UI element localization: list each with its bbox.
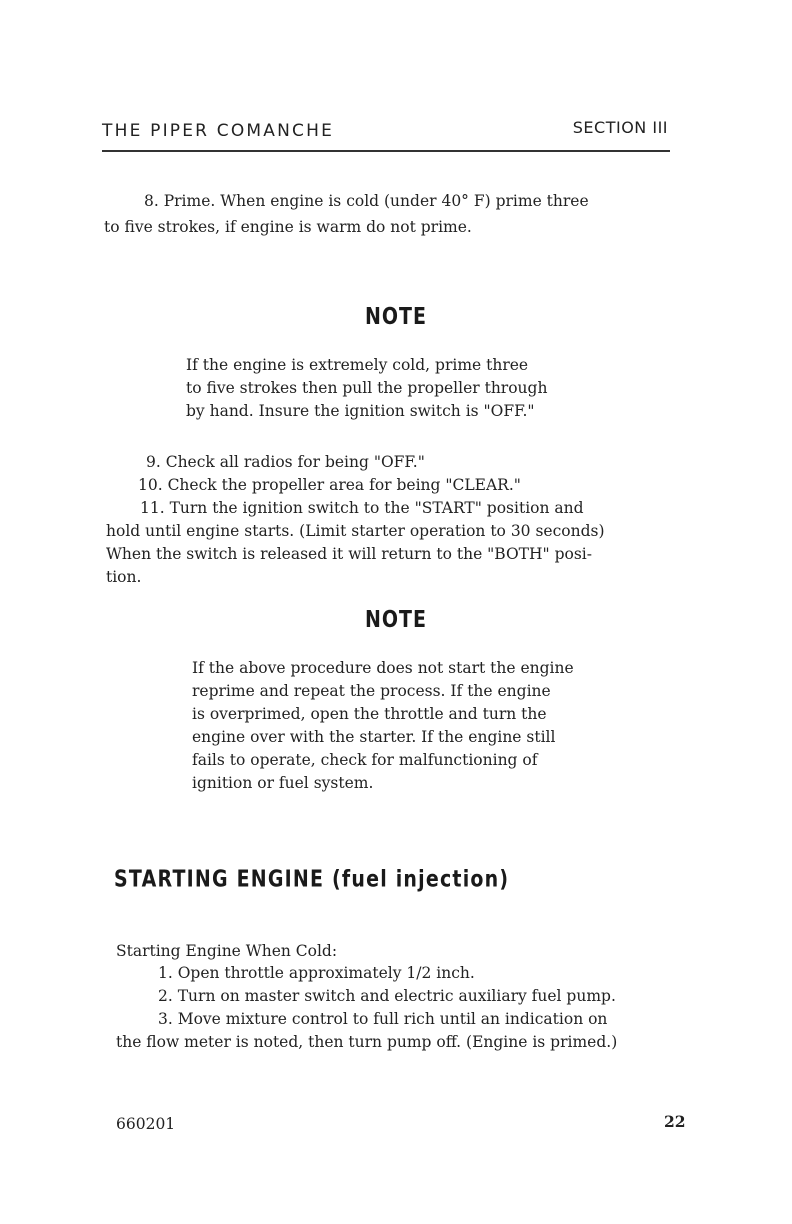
section-step-2: 2. Turn on master switch and electric auxiliary fuel pump. [158,987,616,1005]
manual-title: THE PIPER COMANCHE [102,121,335,141]
section-step-3-line-2: the flow meter is noted, then turn pump off. (Engine is primed.) [116,1033,618,1051]
document-number: 660201 [116,1115,176,1133]
step-10: 10. Check the propeller area for being "CLEAR." [138,476,521,494]
note-1-line-2: to five strokes then pull the propeller through [186,379,548,397]
note-heading-1: NOTE [365,303,427,331]
section-subheading: Starting Engine When Cold: [116,942,338,960]
step-8-line-1: 8. Prime. When engine is cold (under 40° F) prime three [144,192,589,210]
note-2-line-4: engine over with the starter. If the engine still [192,728,556,746]
note-1-line-3: by hand. Insure the ignition switch is "OFF." [186,402,535,420]
step-11-line-4: tion. [106,568,142,586]
header-divider [102,150,670,152]
step-11-line-3: When the switch is released it will return to the "BOTH" posi- [106,545,592,563]
note-heading-2: NOTE [365,606,427,634]
section-step-3-line-1: 3. Move mixture control to full rich until an indication on [158,1010,608,1028]
step-9: 9. Check all radios for being "OFF." [146,453,425,471]
page-number: 22 [664,1112,686,1131]
note-2-line-6: ignition or fuel system. [192,774,374,792]
note-2-line-5: fails to operate, check for malfunctioning of [192,751,538,769]
step-11-line-1: 11. Turn the ignition switch to the "START" position and [140,499,584,517]
step-11-line-2: hold until engine starts. (Limit starter operation to 30 seconds) [106,522,605,540]
section-heading: STARTING ENGINE (fuel injection) [114,866,510,893]
step-8-line-2: to five strokes, if engine is warm do not prime. [104,218,472,236]
note-2-line-3: is overprimed, open the throttle and turn the [192,705,547,723]
note-1-line-1: If the engine is extremely cold, prime three [186,356,529,374]
page-header [102,118,668,146]
note-2-line-2: reprime and repeat the process. If the engine [192,682,551,700]
section-label: SECTION III [572,118,668,137]
note-2-line-1: If the above procedure does not start the engine [192,659,574,677]
section-step-1: 1. Open throttle approximately 1/2 inch. [158,964,475,982]
